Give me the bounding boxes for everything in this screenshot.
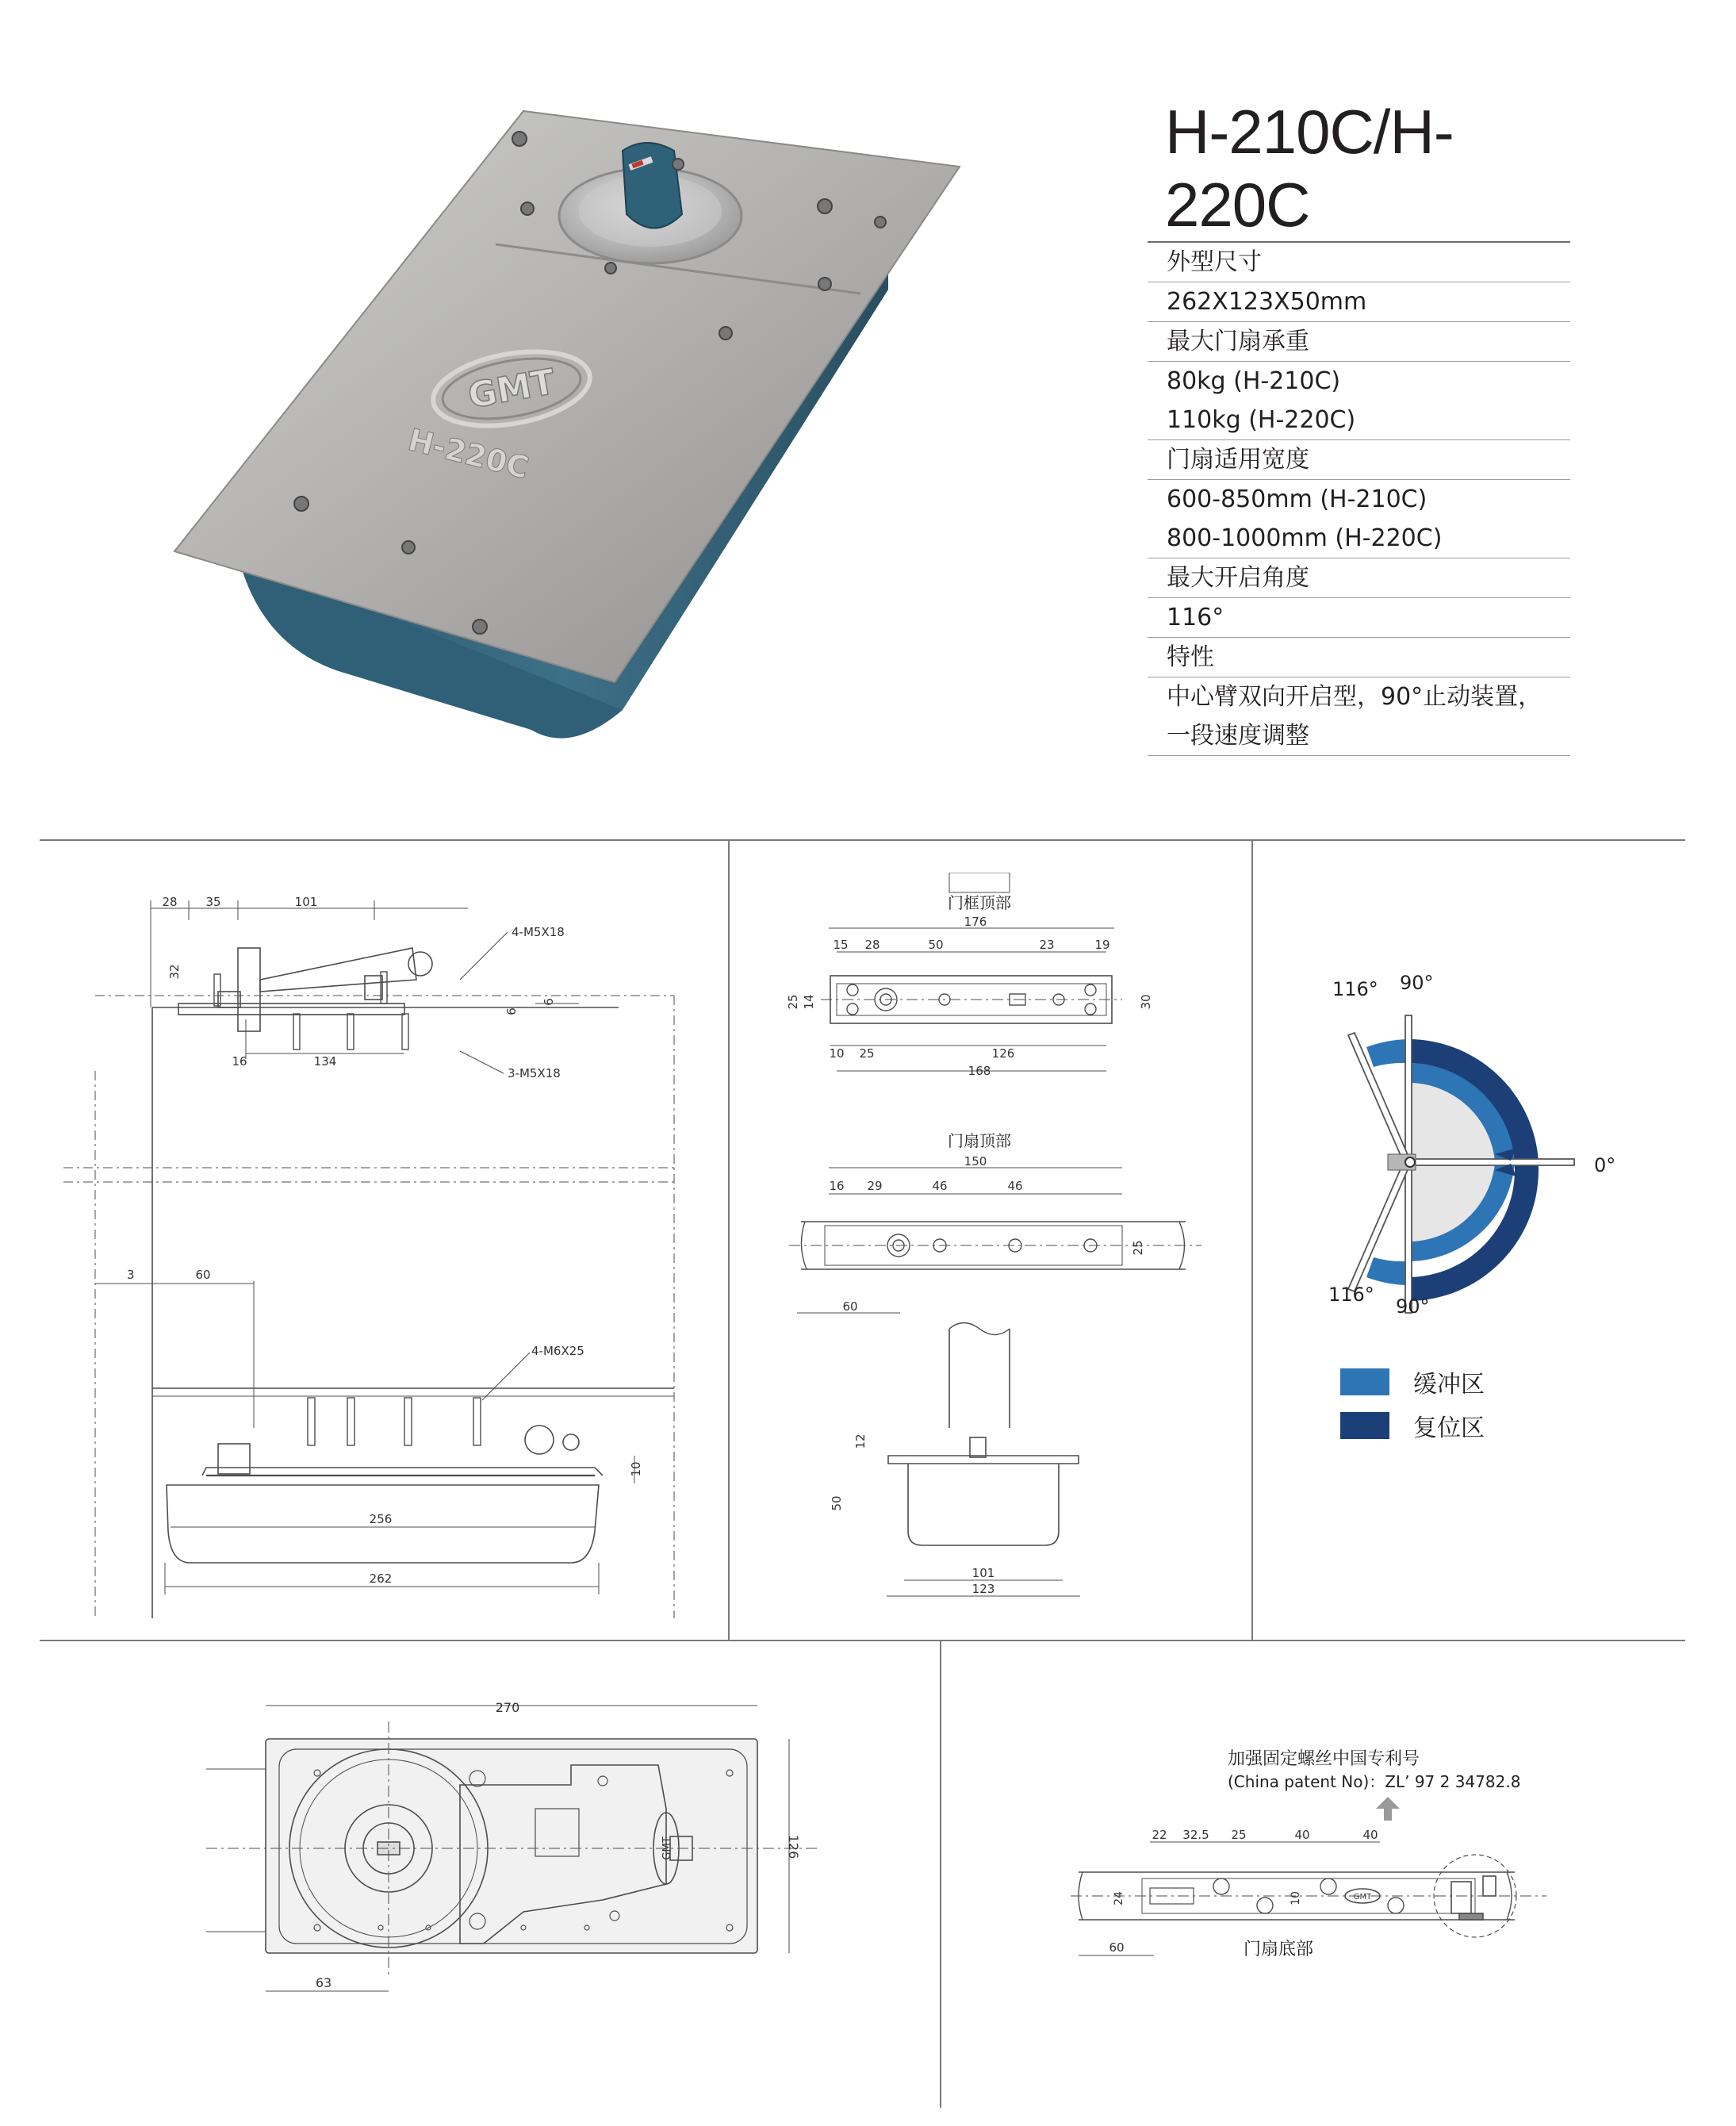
spec-row: 262X123X50mm [1148, 282, 1570, 322]
angle-116-top: 116° [1332, 978, 1378, 1000]
section-divider-top [40, 839, 1685, 841]
bottom-dim-40b: 40 [1362, 1828, 1378, 1842]
door-bottom-drawing [1071, 1793, 1697, 1975]
section-dim-12: 12 [853, 1433, 868, 1449]
door-dim-25: 25 [1131, 1240, 1145, 1256]
bottom-dim-40a: 40 [1294, 1828, 1310, 1842]
dim-35: 35 [205, 895, 221, 909]
angle-diagram [1301, 964, 1634, 1321]
plan-dim-126: 126 [786, 1834, 801, 1859]
frame-dim-19: 19 [1094, 938, 1110, 952]
dim-16: 16 [232, 1054, 247, 1069]
frame-top-title: 门框顶部 [948, 893, 1011, 912]
dim-28: 28 [162, 895, 178, 909]
door-dim-29: 29 [867, 1179, 883, 1193]
spec-row: 600-850mm (H-210C) [1167, 485, 1428, 513]
angle-0: 0° [1594, 1154, 1616, 1176]
angle-90-bottom: 90° [1396, 1295, 1430, 1318]
spec-row: 80kg (H-210C) [1167, 367, 1341, 395]
side-view-drawing [63, 873, 690, 1618]
section-dim-101: 101 [971, 1566, 995, 1580]
angle-116-bottom: 116° [1328, 1284, 1374, 1306]
screw-4-m6x25: 4-M6X25 [531, 1344, 584, 1358]
patent-cn: 加强固定螺丝中国专利号 [1228, 1749, 1420, 1769]
section-dim-123: 123 [971, 1582, 995, 1596]
frame-dim-25: 25 [786, 994, 800, 1010]
legend-buffer-swatch [1340, 1368, 1389, 1395]
section-divider-v1 [728, 839, 730, 1641]
dim-32: 32 [167, 964, 182, 980]
frame-dim-30: 30 [1139, 994, 1153, 1010]
product-photo [159, 95, 991, 769]
dim-10: 10 [629, 1461, 643, 1477]
section-divider-v3 [940, 1640, 941, 2108]
section-divider-mid [40, 1640, 1685, 1641]
frame-dim-50: 50 [928, 938, 944, 952]
frame-dim-176: 176 [964, 915, 987, 929]
door-dim-60: 60 [842, 1299, 858, 1314]
plan-logo: GMT [661, 1836, 673, 1860]
patent-en: (China patent No)：ZL’ 97 2 34782.8 [1228, 1772, 1521, 1791]
bottom-logo: GMT [1353, 1893, 1372, 1902]
frame-dim-15: 15 [833, 938, 849, 952]
angle-90-top: 90° [1400, 972, 1434, 994]
bottom-dim-22: 22 [1152, 1828, 1167, 1842]
spec-row: 中心臂双向开启型，90°止动装置， [1167, 683, 1542, 711]
bottom-dim-24: 24 [1113, 1891, 1125, 1905]
spindle-knob [623, 143, 682, 228]
door-top-title: 门扇顶部 [948, 1131, 1011, 1150]
spec-row: 外型尺寸 [1148, 243, 1570, 282]
screw-4-m5x18: 4-M5X18 [512, 925, 565, 939]
bottom-dim-10: 10 [1290, 1891, 1302, 1905]
legend-buffer [1340, 1364, 1485, 1399]
dim-134: 134 [313, 1054, 337, 1069]
screw-3-m5x18: 3-M5X18 [508, 1066, 561, 1080]
frame-dim-14: 14 [802, 994, 816, 1010]
legend-reset-label: 复位区 [1413, 1414, 1485, 1442]
dim-3: 3 [127, 1268, 135, 1282]
door-dim-46a: 46 [932, 1179, 948, 1193]
frame-dim-28: 28 [864, 938, 880, 952]
bottom-dim-25: 25 [1231, 1828, 1247, 1842]
plan-dim-63: 63 [315, 1975, 332, 1990]
door-dim-46b: 46 [1007, 1179, 1023, 1193]
frame-dim-23: 23 [1039, 938, 1055, 952]
spec-row: 110kg (H-220C) [1148, 401, 1570, 440]
door-bottom-title: 门扇底部 [1244, 1940, 1314, 1959]
plan-dim-270: 270 [495, 1700, 520, 1715]
spec-row: 最大门扇承重 [1148, 322, 1570, 362]
frame-dim-168: 168 [968, 1064, 991, 1078]
legend-buffer-label: 缓冲区 [1413, 1371, 1485, 1399]
photo-logo-text: GMT [465, 361, 558, 417]
spec-row: 800-1000mm (H-220C) [1148, 519, 1570, 558]
bottom-dim-32-5: 32.5 [1182, 1828, 1209, 1842]
spec-list [1148, 243, 1570, 756]
door-dim-150: 150 [964, 1154, 987, 1169]
spec-row: 一段速度调整 [1148, 716, 1570, 756]
bottom-dim-60: 60 [1109, 1940, 1125, 1955]
dim-6a: 6 [504, 1007, 519, 1015]
spec-panel [1148, 95, 1570, 756]
model-title: H-210C/H-220C [1148, 95, 1570, 243]
dim-60: 60 [195, 1268, 211, 1282]
frame-dim-126: 126 [991, 1046, 1015, 1061]
dim-262: 262 [369, 1571, 393, 1586]
spec-row: 116° [1148, 598, 1570, 638]
plan-view-drawing [190, 1690, 841, 2015]
frame-dim-10: 10 [829, 1046, 845, 1061]
spec-row: 最大开启角度 [1148, 558, 1570, 598]
dim-256: 256 [369, 1512, 393, 1526]
dim-6b: 6 [542, 998, 556, 1006]
photo-engraving: H-220C [404, 422, 533, 486]
door-dim-16: 16 [829, 1179, 845, 1193]
dim-101: 101 [294, 895, 318, 909]
spec-row: 门扇适用宽度 [1148, 440, 1570, 480]
fitting-drawings [742, 873, 1241, 1618]
legend-reset-swatch [1340, 1412, 1389, 1439]
legend-reset [1340, 1408, 1485, 1443]
frame-dim-25b: 25 [859, 1046, 875, 1061]
section-dim-50: 50 [830, 1495, 844, 1511]
spec-row: 特性 [1148, 638, 1570, 677]
section-divider-v2 [1251, 839, 1253, 1641]
